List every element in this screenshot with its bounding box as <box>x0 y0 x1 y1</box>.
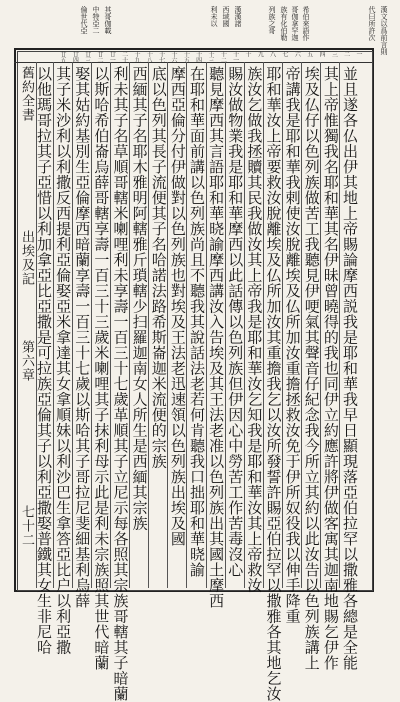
annotation-8: 西域國 <box>222 6 230 27</box>
text-column: 其子米沙利以利撒反西提利亞倫娶亞米拿達其女拿順妹以利沙巴生拿答亞比户以利亞撒 <box>54 66 73 655</box>
annotation-12: 倫世代亞 <box>80 6 88 34</box>
verse-number: 十六 <box>170 51 177 63</box>
annotation-4: 哥伽拿罕迦 <box>291 6 299 41</box>
chapter-name: 出埃及記 <box>19 230 34 286</box>
annotation-11: 中特亞二 <box>92 6 100 34</box>
text-column: 摩西亞倫分付伊做對以色列族也對埃及王法老迅速領以色列族出埃及國 <box>168 66 187 547</box>
annotation-3: 希伯來語作 <box>302 6 310 41</box>
text-column: 並且遂各仏出伊其地上帝賜論摩西説我是耶和華我早日顯現落亞伯拉罕以撒雅各總是全能 <box>341 66 359 671</box>
verse-number: 一 <box>355 51 362 57</box>
page-number: 七十二 <box>19 505 34 547</box>
verse-number-line <box>14 62 372 63</box>
text-column: 聽見摩西其言語耶和華晓諭摩西講汝入告埃及其王法老准以色列族出其國土摩西 <box>207 66 226 609</box>
column-rule <box>263 62 264 588</box>
chapter-number: 第六章 <box>19 340 34 382</box>
verse-number: 十八 <box>145 51 153 63</box>
verse-number: 廿三 <box>83 51 91 63</box>
verse-number: 十五 <box>182 51 190 63</box>
annotation-7: 漢漢諸 <box>234 6 242 27</box>
verse-number: 十九 <box>133 51 140 63</box>
annotation-1: 漢文以爲前言則 <box>380 6 388 55</box>
verse-number: 十一 <box>231 51 239 63</box>
verse-number: 廿一 <box>108 51 116 63</box>
verse-number: 七 <box>281 51 288 57</box>
annotation-10: 其哥伽載 <box>104 6 112 34</box>
annotation-6: 列族之哥 <box>268 6 276 34</box>
text-column: 在耶和華面前講以色列族尚且不聽我其說話法老若何肯聽我口拙耶和華晓諭 <box>188 66 206 578</box>
text-column: 西緬其子名耶木雅明阿轄雅斤瑣轄少扫羅迦南女人所生是西緬其宗族 <box>130 66 149 531</box>
book-title: 舊約全書 <box>19 66 34 122</box>
verse-number: 六 <box>293 51 301 57</box>
verse-number: 十三 <box>207 51 214 63</box>
verse-number: 四 <box>318 51 325 57</box>
verse-number: 十七 <box>157 51 165 63</box>
annotation-9: 利未以 <box>210 6 218 27</box>
verse-number: 十四 <box>194 51 202 63</box>
verse-number: 廿五 <box>59 51 66 63</box>
text-column: 帝講我是耶和華我剌使汝脫離埃及仏所加汝重擔拯救汝免于伊所奴役我以伸手降重 <box>283 66 302 624</box>
text-column: 底以色列其長子流便其子名哈諾法路希斯崙迦米流便的宗族 <box>149 66 168 469</box>
verse-number: 廿四 <box>71 51 79 63</box>
text-column: 娶其姑約基別生亞倫摩西暗蘭享壽一百三十七歲以斯哈其子哥拉尼斐細基利烏薛 <box>73 66 92 609</box>
header-rule <box>36 62 37 588</box>
annotation-5: 族有化伯勒 <box>280 6 288 41</box>
verse-number: 十二 <box>219 51 227 63</box>
annotation-2: 代曰所許次 <box>368 6 376 41</box>
text-column: 以斯哈希伯崙烏薛哥轄享壽一百三十三歲米喇哩其子抹利母示此是利未宗族照其世代暗蘭 <box>92 66 111 671</box>
verse-number: 九 <box>256 51 264 57</box>
verse-number: 五 <box>305 51 313 57</box>
text-column: 埃及仏仔以色列族做苦工我聽見伊哽氣其聲音仔紀念我今所立其約以此汝告以色列族講上 <box>302 66 321 671</box>
text-column: 族汝乞做我拯贖其民我做汝其上帝我是耶和華汝乞知我是耶和華汝其上帝救汝 <box>245 66 264 593</box>
text-column: 利未其子名草順哥轄米喇哩利未享壽一百三十七歲革順其子立尼示每各照其宗族哥轄其子暗蘭 <box>111 66 130 702</box>
text-column: 以他瑪哥拉其子亞惜以利加拿亞比亞撒是可拉族亞倫其子以利亞撒娶普鐵其女生非尼哈 <box>35 66 53 655</box>
text-column: 其上帝惟獨我名耶和華其名伊昧曾曉得的我也同伊立約應許將伊做客寓其迦南地賜乞伊作 <box>321 66 340 671</box>
column-rule <box>110 62 111 588</box>
verse-number: 三 <box>330 51 338 57</box>
verse-number: 二 <box>342 51 350 57</box>
text-column: 耶和華汝上帝要救汝脫離埃及仏所加汝其重擔我乞以汝所發誓許賜亞伯拉罕以撒雅各其地乞汝 <box>264 66 283 702</box>
verse-number: 廿二 <box>96 51 103 63</box>
verse-number: 二十 <box>120 51 128 63</box>
verse-number: 十 <box>244 51 251 57</box>
verse-number: 八 <box>268 51 276 57</box>
text-column: 賜汝做物業我是耶和華摩西以此話傳以色列族但伊因心中勞苦工作苦毒沒心 <box>226 66 245 578</box>
